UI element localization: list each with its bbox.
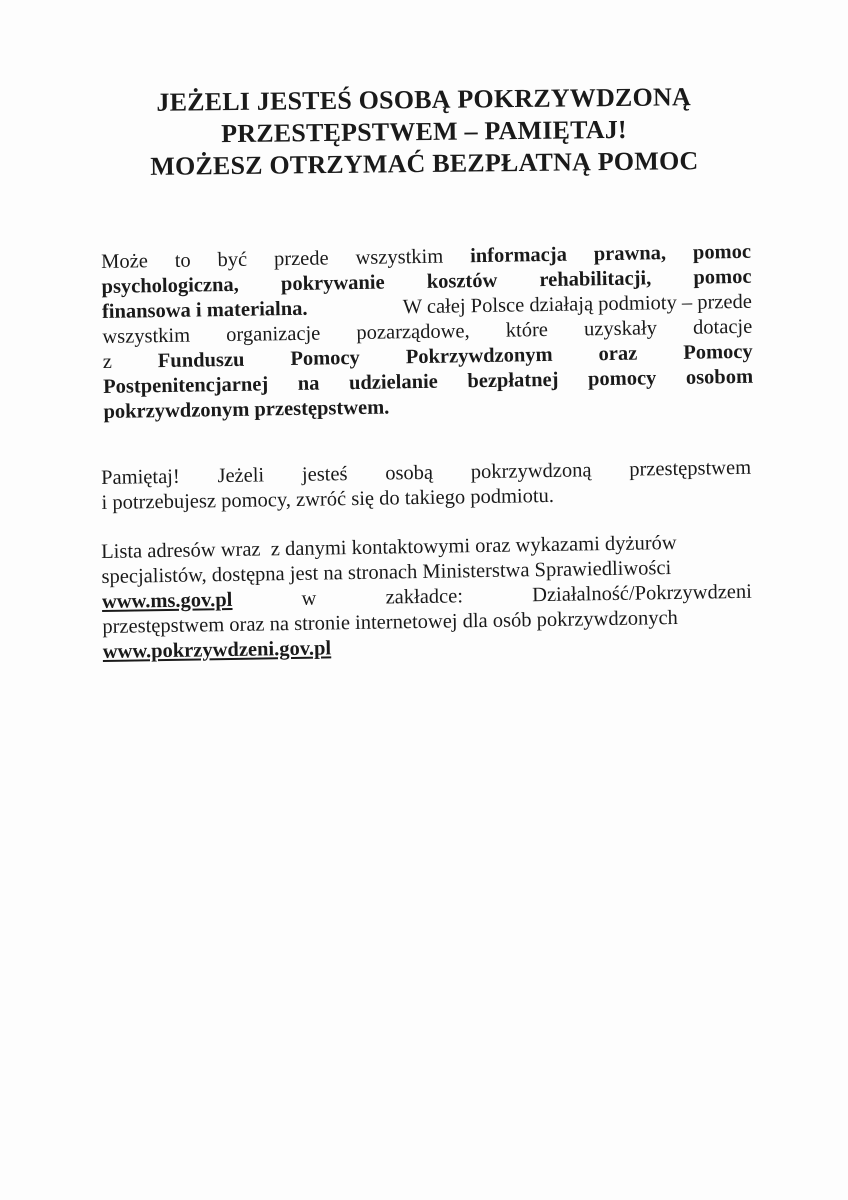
word: uzyskały: [583, 317, 658, 341]
title-line-1: JEŻELI JESTEŚ OSOBĄ POKRZYWDZONĄ: [156, 82, 692, 117]
word: Pamiętaj!: [101, 465, 180, 489]
word-bold: pokrywanie: [280, 271, 385, 296]
word: z: [102, 350, 113, 373]
word-bold: Pomocy: [683, 340, 753, 364]
word: które: [505, 318, 549, 342]
word: osobą: [385, 461, 434, 485]
paragraph-address-list: [101, 530, 753, 665]
word-bold: Funduszu: [157, 348, 245, 373]
word: jesteś: [301, 463, 348, 486]
text-line: specjalistów, dostępna jest na stronach Ministerstwa Sprawiedliwości: [101, 557, 672, 588]
word-bold: pomoc: [693, 265, 752, 289]
word-bold: Postpenitencjarnej: [102, 373, 269, 398]
word: Działalność/Pokrzywdzeni: [531, 580, 753, 607]
document-title: [60, 80, 789, 184]
word: to: [174, 249, 191, 272]
word-bold: informacja: [469, 243, 568, 268]
word: wszystkim: [102, 324, 191, 348]
text-line: przestępstwem oraz na stronie internetowej dla osób pokrzywdzonych: [102, 606, 678, 638]
word-bold: rehabilitacji,: [539, 267, 652, 292]
word-bold: prawna,: [593, 242, 667, 266]
word-bold: Pokrzywdzonym: [405, 343, 553, 369]
paragraph-reminder: [101, 456, 752, 516]
word-bold: oraz: [598, 342, 638, 366]
word-bold: bezpłatnej: [467, 368, 559, 393]
text-line: i potrzebujesz pomocy, zwróć się do takiego podmiotu.: [101, 484, 555, 514]
word-bold: finansowa i materialna.: [101, 297, 308, 323]
word-bold: Pomocy: [290, 346, 360, 371]
text-line: Lista adresów wraz z danymi kontaktowymi oraz wykazami dyżurów: [101, 531, 677, 563]
word-bold: kosztów: [426, 269, 498, 293]
title-line-2: PRZESTĘPSTWEM – PAMIĘTAJ!: [221, 114, 627, 149]
word: w: [301, 587, 317, 610]
word-bold: psychologiczna,: [101, 273, 239, 298]
word: przestępstwem: [629, 456, 752, 481]
word: organizacje: [226, 322, 321, 347]
word: Może: [101, 250, 149, 273]
word: pokrzywdzoną: [470, 459, 592, 484]
word-bold: pomocy: [587, 367, 657, 391]
word: być: [217, 248, 248, 272]
word-bold: na: [297, 372, 320, 395]
paragraph-help-types: [101, 240, 754, 425]
word-bold: osobom: [685, 365, 754, 389]
text-run: W całej Polsce działają podmioty – przede: [402, 290, 753, 319]
pokrzywdzeni-gov-link[interactable]: www.pokrzywdzeni.gov.pl: [102, 637, 332, 663]
word: przede: [273, 247, 329, 271]
title-line-3: MOŻESZ OTRZYMAĆ BEZPŁATNĄ POMOC: [150, 146, 699, 181]
word: pozarządowe,: [356, 320, 470, 344]
word: Jeżeli: [217, 464, 265, 488]
word-bold: udzielanie: [348, 370, 438, 395]
word: wszystkim: [355, 245, 444, 270]
word-bold: pomoc: [692, 240, 752, 264]
word: dotacje: [692, 315, 753, 339]
word-bold: pokrzywdzonym przestępstwem.: [103, 396, 390, 423]
ms-gov-link[interactable]: www.ms.gov.pl: [101, 588, 233, 613]
word: zakładce:: [385, 585, 464, 609]
